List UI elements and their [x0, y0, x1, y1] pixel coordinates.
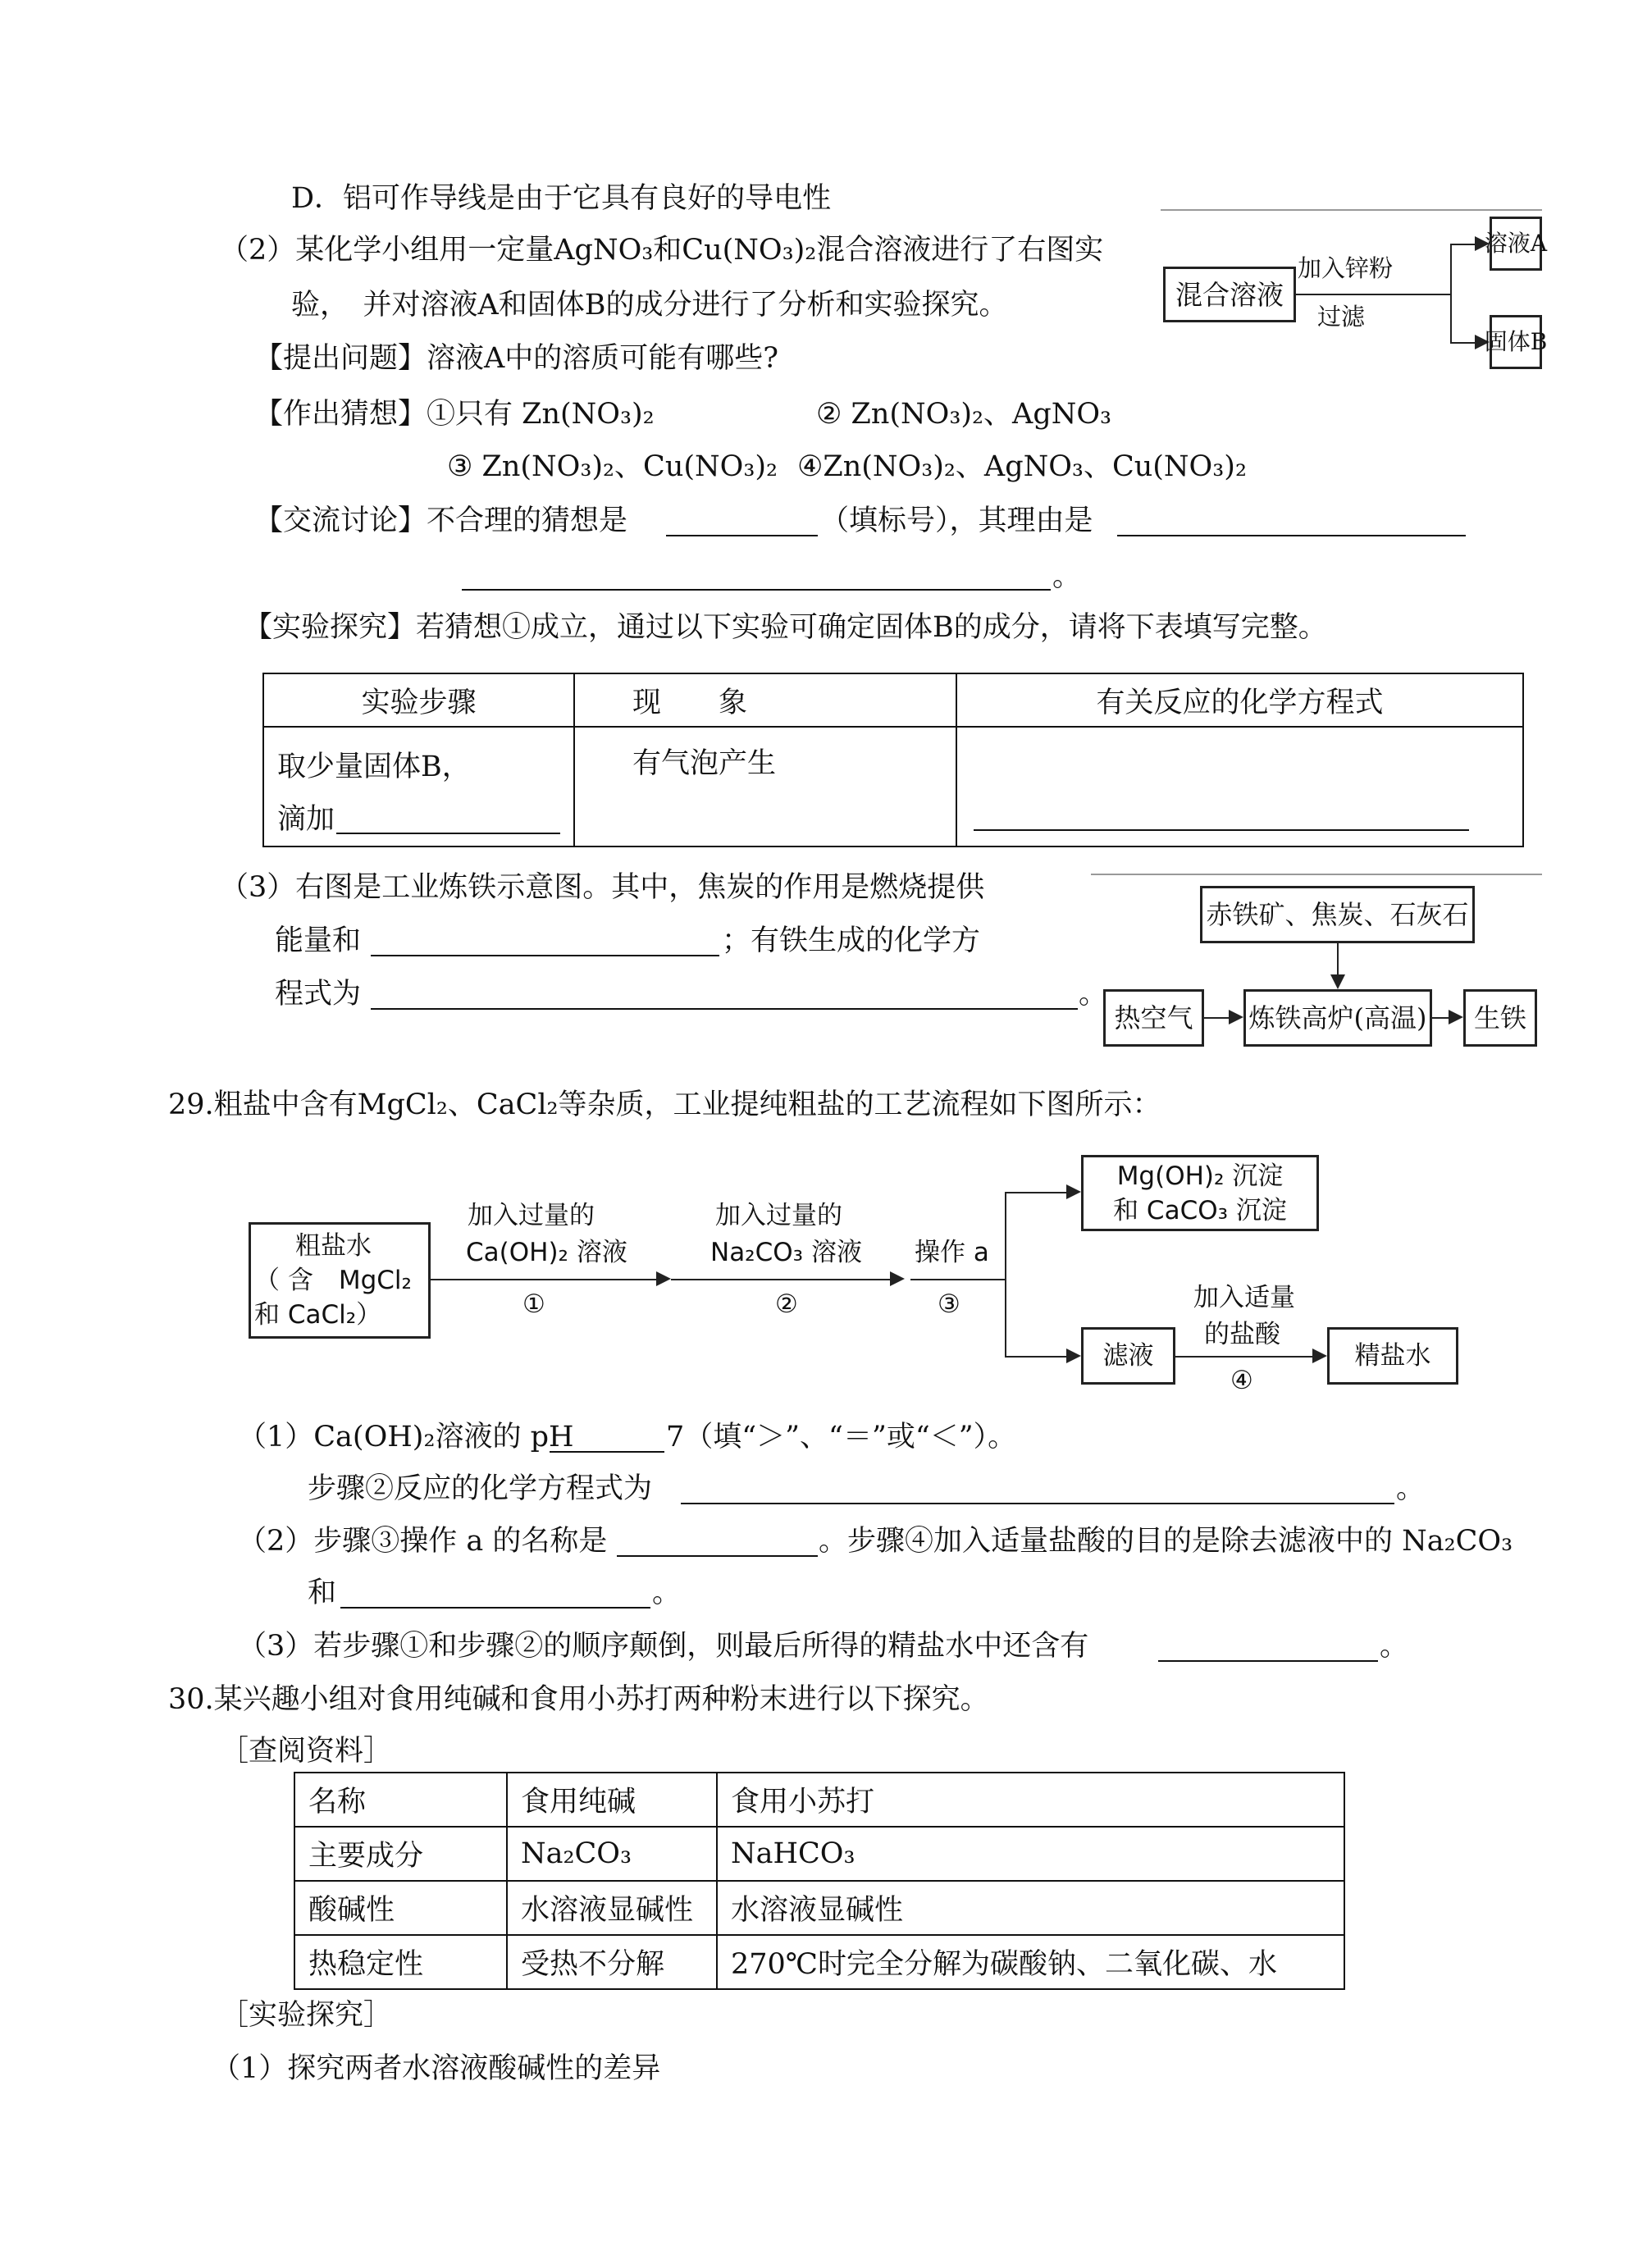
solution-a-label: 溶液A — [1484, 230, 1548, 257]
connector-line — [1204, 1017, 1230, 1019]
answer-blank-impurity[interactable] — [1158, 1660, 1378, 1662]
arrow-head — [1066, 1184, 1081, 1199]
table-cell: 受热不分解 — [507, 1935, 717, 1989]
experiment-table — [262, 673, 1524, 847]
add-zinc-label: 加入锌粉 — [1298, 254, 1394, 282]
discussion-b: （填标号），其理由是 — [820, 504, 1093, 537]
answer-blank-reason-1[interactable] — [1117, 535, 1466, 536]
step3-number: ③ — [938, 1289, 960, 1319]
guess-2: ② Zn(NO₃)₂、AgNO₃ — [816, 398, 1112, 431]
arrow-head — [1066, 1348, 1081, 1363]
step4-label-a: 加入适量 — [1193, 1283, 1295, 1312]
arrow-head — [1312, 1348, 1327, 1363]
q29-sub1-c: 步骤②反应的化学方程式为 — [308, 1472, 653, 1505]
q28-part3-line2b: ；有铁生成的化学方 — [722, 924, 981, 957]
table-cell: 主要成分 — [294, 1827, 507, 1881]
step4-number: ④ — [1230, 1366, 1253, 1395]
answer-blank-iron-equation[interactable] — [371, 1008, 1078, 1010]
connector-line — [1450, 244, 1476, 245]
step2-number: ② — [775, 1289, 798, 1319]
crude-brine-label: 粗盐水 — [295, 1231, 372, 1261]
table-header-phenomenon: 现 象 — [574, 673, 956, 727]
q29-sub2-b: 。步骤④加入适量盐酸的目的是除去滤液中的 Na₂CO₃ — [819, 1525, 1513, 1558]
table-cell: 270℃时完全分解为碳酸钠、二氧化碳、水 — [717, 1935, 1344, 1989]
q29-sub2-c: 和 — [308, 1577, 337, 1609]
q29-sub3-a: （3）若步骤①和步骤②的顺序颠倒，则最后所得的精盐水中还含有 — [238, 1630, 1089, 1663]
experiment-heading: ［实验探究］ — [220, 1999, 393, 2032]
q29-sub2-a: （2）步骤③操作 a 的名称是 — [238, 1525, 608, 1558]
answer-blank-ph[interactable] — [550, 1451, 664, 1453]
answer-blank-step2-equation[interactable] — [681, 1503, 1394, 1504]
table-equation-cell — [956, 727, 1523, 847]
table-cell: Na₂CO₃ — [507, 1827, 717, 1881]
step3-label: 操作 a — [915, 1238, 989, 1267]
table-cell: 食用纯碱 — [507, 1773, 717, 1827]
mixed-solution-box — [1163, 267, 1296, 322]
question-heading: 【提出问题】溶液A中的溶质可能有哪些? — [254, 342, 779, 375]
connector-line — [1337, 943, 1339, 976]
q29-sub1-b: 7（填“＞”、“＝”或“＜”）。 — [666, 1421, 1017, 1453]
answer-blank-reagent[interactable] — [336, 833, 560, 834]
table-header-equation: 有关反应的化学方程式 — [956, 673, 1523, 727]
refined-brine-label: 精盐水 — [1354, 1340, 1431, 1371]
explore-heading: 【实验探究】若猜想①成立，通过以下实验可确定固体B的成分，请将下表填写完整。 — [244, 611, 1327, 644]
branch-line — [1005, 1192, 1006, 1356]
table-cell: 水溶液显碱性 — [507, 1881, 717, 1935]
raw-materials-label: 赤铁矿、焦炭、石灰石 — [1206, 899, 1469, 930]
refined-brine-box — [1327, 1327, 1458, 1385]
arrow-line-4 — [1175, 1356, 1316, 1358]
table-cell: 食用小苏打 — [717, 1773, 1344, 1827]
table-step-line1: 取少量固体B， — [277, 751, 471, 783]
filtrate-label: 滤液 — [1102, 1340, 1154, 1371]
branch-line-top — [1005, 1192, 1069, 1193]
step1-number: ① — [522, 1289, 545, 1319]
pig-iron-label: 生铁 — [1473, 1002, 1526, 1034]
q30-item1: （1）探究两者水溶液酸碱性的差异 — [212, 2052, 661, 2085]
answer-blank-reason-2[interactable] — [462, 589, 1051, 591]
filter-label: 过滤 — [1317, 303, 1366, 331]
table-step-cell — [263, 727, 574, 847]
guess-4: ④Zn(NO₃)₂、AgNO₃、Cu(NO₃)₂ — [797, 450, 1247, 483]
table-header-step: 实验步骤 — [263, 673, 574, 727]
answer-blank-guess[interactable] — [666, 535, 818, 536]
q30-title: 30.某兴趣小组对食用纯碱和食用小苏打两种粉末进行以下探究。 — [168, 1683, 989, 1716]
branch-line-bottom — [1005, 1356, 1069, 1358]
arrow-line-1 — [431, 1279, 660, 1280]
period: 。 — [1052, 560, 1082, 593]
reference-heading: ［查阅资料］ — [220, 1735, 393, 1768]
q28-part3-line2a: 能量和 — [275, 924, 362, 957]
arrow-head — [890, 1271, 905, 1286]
connector-line — [1432, 1017, 1450, 1019]
option-d: D．铝可作导线是由于它具有良好的导电性 — [291, 182, 832, 215]
connector-line — [1450, 244, 1452, 342]
answer-blank-equation[interactable] — [974, 829, 1469, 831]
period: 。 — [652, 1577, 682, 1609]
guess-1: 【作出猜想】①只有 Zn(NO₃)₂ — [254, 398, 655, 431]
precipitate-label-1: Mg(OH)₂ 沉淀 — [1116, 1161, 1284, 1191]
q29-title: 29.粗盐中含有MgCl₂、CaCl₂等杂质，工业提纯粗盐的工艺流程如下图所示： — [168, 1088, 1161, 1121]
arrow-line-2 — [671, 1279, 892, 1280]
connector-line — [1450, 342, 1476, 344]
raw-materials-box — [1200, 886, 1475, 943]
crude-brine-content-2: 和 CaCl₂） — [254, 1300, 382, 1330]
q28-part2-line2: 验， 并对溶液A和固体B的成分进行了分析和实验探究。 — [291, 289, 1008, 322]
arrow-line-3 — [910, 1279, 1005, 1280]
pig-iron-box — [1463, 989, 1537, 1047]
solid-b-box — [1484, 315, 1548, 369]
hot-air-box — [1103, 989, 1204, 1047]
answer-blank-operation-a[interactable] — [617, 1555, 818, 1557]
diagram-1-border — [1161, 209, 1542, 211]
arrow-head — [656, 1271, 671, 1286]
solid-b-label: 固体B — [1484, 328, 1548, 355]
table-cell: NaHCO₃ — [717, 1827, 1344, 1881]
crude-brine-box — [249, 1222, 431, 1339]
guess-3: ③ Zn(NO₃)₂、Cu(NO₃)₂ — [447, 450, 778, 483]
answer-blank-remove[interactable] — [340, 1607, 650, 1609]
discussion-a: 【交流讨论】不合理的猜想是 — [254, 504, 628, 537]
arrow-head — [1330, 974, 1345, 989]
answer-blank-coke-role[interactable] — [371, 955, 719, 956]
step1-label-b: Ca(OH)₂ 溶液 — [466, 1238, 627, 1267]
q29-sub1-a: （1）Ca(OH)₂溶液的 pH — [238, 1421, 574, 1453]
mixed-solution-label: 混合溶液 — [1175, 278, 1284, 311]
step2-label-a: 加入过量的 — [715, 1201, 842, 1230]
hot-air-label: 热空气 — [1114, 1002, 1193, 1034]
table-phenomenon-cell: 有气泡产生 — [574, 727, 956, 847]
table-cell: 酸碱性 — [294, 1881, 507, 1935]
period: 。 — [1380, 1630, 1409, 1663]
filtrate-box — [1081, 1327, 1175, 1385]
step2-label-b: Na₂CO₃ 溶液 — [710, 1238, 862, 1267]
blast-furnace-box — [1243, 989, 1432, 1047]
q28-part2-line1: （2）某化学小组用一定量AgNO₃和Cu(NO₃)₂混合溶液进行了右图实 — [220, 234, 1104, 267]
properties-table — [294, 1772, 1345, 1990]
period: 。 — [1079, 978, 1108, 1011]
diagram-2-border — [1091, 874, 1542, 875]
arrow-head — [1449, 1010, 1463, 1024]
solution-a-box — [1484, 217, 1548, 271]
precipitate-box — [1081, 1155, 1319, 1231]
period: 。 — [1396, 1472, 1426, 1505]
table-cell: 名称 — [294, 1773, 507, 1827]
precipitate-label-2: 和 CaCO₃ 沉淀 — [1113, 1195, 1287, 1225]
crude-brine-content-1: （ 含 MgCl₂ — [254, 1266, 412, 1295]
q28-part3-line3: 程式为 — [275, 978, 362, 1011]
table-cell: 热稳定性 — [294, 1935, 507, 1989]
step1-label-a: 加入过量的 — [468, 1201, 595, 1230]
step4-label-b: 的盐酸 — [1204, 1320, 1280, 1349]
table-cell: 水溶液显碱性 — [717, 1881, 1344, 1935]
blast-furnace-label: 炼铁高炉(高温) — [1248, 1002, 1427, 1034]
connector-line — [1296, 294, 1450, 295]
table-step-line2: 滴加 — [277, 803, 335, 836]
arrow-head — [1229, 1010, 1243, 1024]
q28-part3-line1: （3）右图是工业炼铁示意图。其中，焦炭的作用是燃烧提供 — [220, 871, 985, 904]
